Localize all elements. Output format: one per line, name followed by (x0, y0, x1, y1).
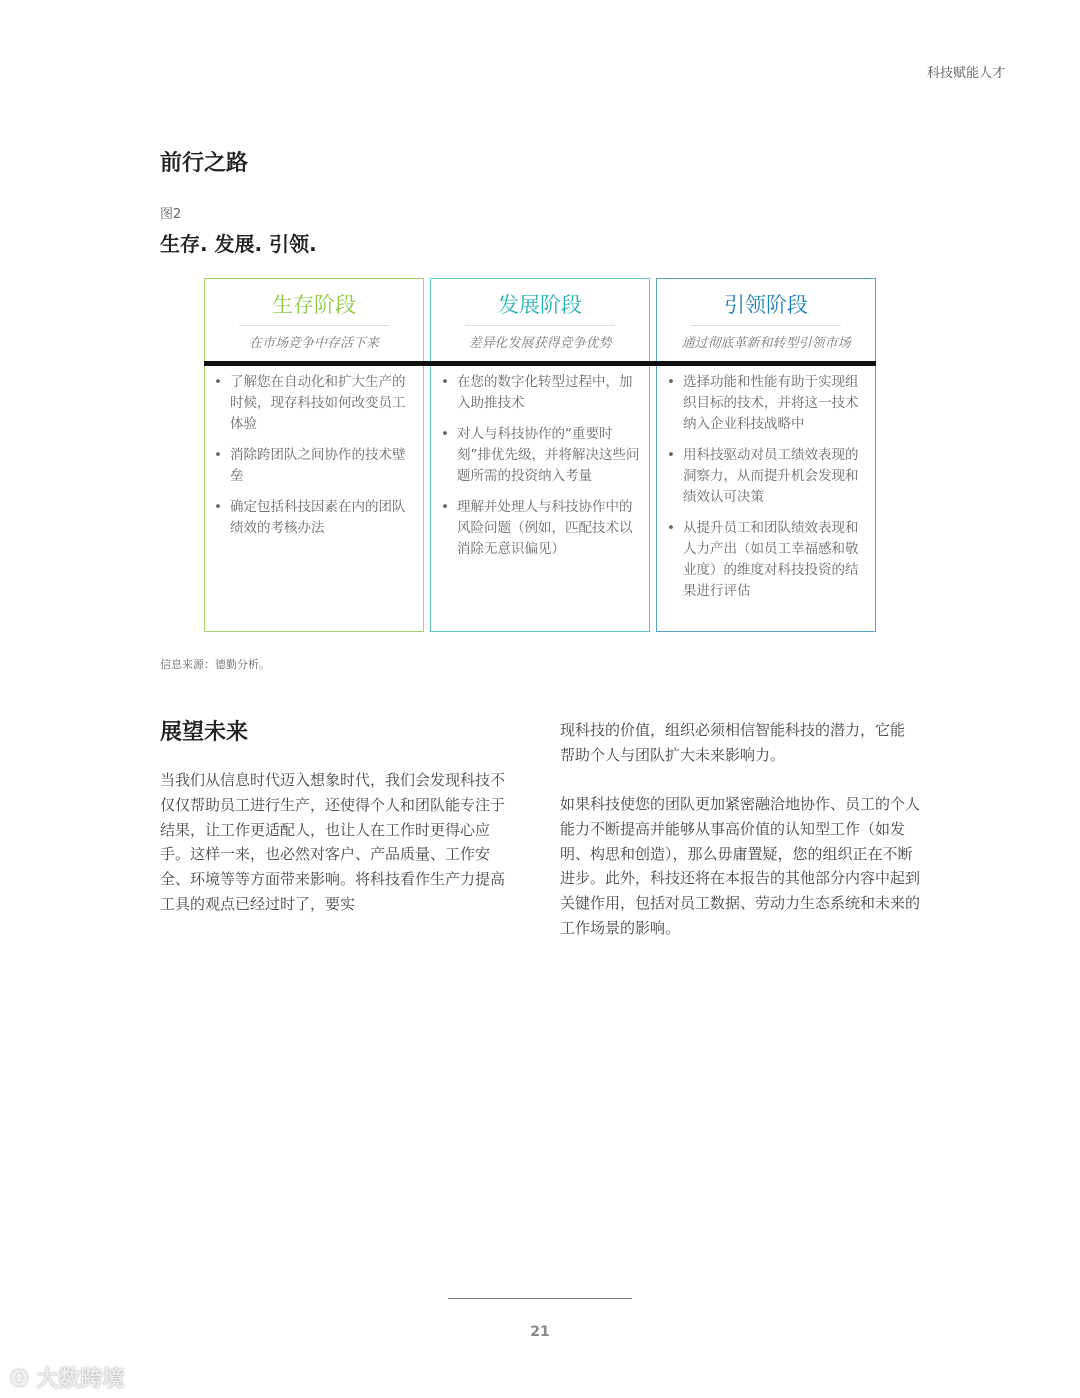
list-item: • 用科技驱动对员工绩效表现的洞察力，从而提升机会发现和绩效认可决策 (683, 445, 868, 508)
figure-label: 图2 (160, 207, 182, 222)
lead-list (658, 372, 868, 612)
running-header: 科技赋能人才 (926, 66, 1005, 81)
figure-title: 生存. 发展. 引领. (160, 232, 317, 256)
list-item: • 确定包括科技因素在内的团队绩效的考核办法 (230, 497, 415, 539)
grow-list (432, 372, 642, 570)
stage-title: 引领阶段 (724, 293, 808, 317)
body-paragraph: 如果科技使您的团队更加紧密融洽地协作、员工的个人能力不断提高并能够从事高价值的认知型工作（如发明、构思和创造），那么毋庸置疑，您的组织正在不断进步。此外，科技还将在本报告的其他部分内容中起到关键作用，包括对员工数据、劳动力生态系统和未来的工作场景的影响。 (560, 795, 921, 937)
body-paragraph: 现科技的价值，组织必须相信智能科技的潜力，它能帮助个人与团队扩大未来影响力。 (560, 721, 906, 764)
body-paragraph: 当我们从信息时代迈入想象时代，我们会发现科技不仅仅帮助员工进行生产，还使得个人和团队能专注于结果，让工作更适配人，也让人在工作时更得心应手。这样一来，也必然对客户、产品质量、工作安全、环境等等方面带来影响。将科技看作生产力提高工具的观点已经过时了，要实 (160, 771, 506, 913)
survive-list (205, 372, 415, 549)
list-item: • 在您的数字化转型过程中，加入助推技术 (457, 372, 642, 414)
stage-title: 生存阶段 (272, 293, 356, 317)
stage-subtitle: 通过彻底革新和转型引领市场 (681, 336, 851, 351)
list-item: • 消除跨团队之间协作的技术壁垒 (230, 445, 415, 487)
list-item: • 对人与科技协作的“重要时刻”排优先级，并将解决这些问题所需的投资纳入考量 (457, 424, 642, 487)
list-item: • 了解您在自动化和扩大生产的时候，现存科技如何改变员工体验 (230, 372, 415, 435)
section-heading: 前行之路 (160, 151, 249, 176)
page-number: 21 (530, 1324, 550, 1340)
stage-subtitle: 在市场竞争中存活下来 (248, 336, 379, 351)
divider-bar (204, 361, 876, 366)
footer-rule (448, 1298, 632, 1299)
stage-subtitle: 差异化发展获得竞争优势 (468, 336, 612, 351)
list-item: • 从提升员工和团队绩效表现和人力产出（如员工幸福感和敬业度）的维度对科技投资的结果进行评估 (683, 518, 868, 602)
list-item: • 理解并处理人与科技协作中的风险问题（例如，匹配技术以消除无意识偏见） (457, 497, 642, 560)
section-heading: 展望未来 (160, 720, 249, 745)
stage-title: 发展阶段 (498, 293, 582, 317)
watermark-logo: ʘ 大数跨境 (10, 1367, 125, 1392)
list-item: • 选择功能和性能有助于实现组织目标的技术，并将这一技术纳入企业科技战略中 (683, 372, 868, 435)
figure-source: 信息来源：德勤分析。 (160, 658, 270, 671)
